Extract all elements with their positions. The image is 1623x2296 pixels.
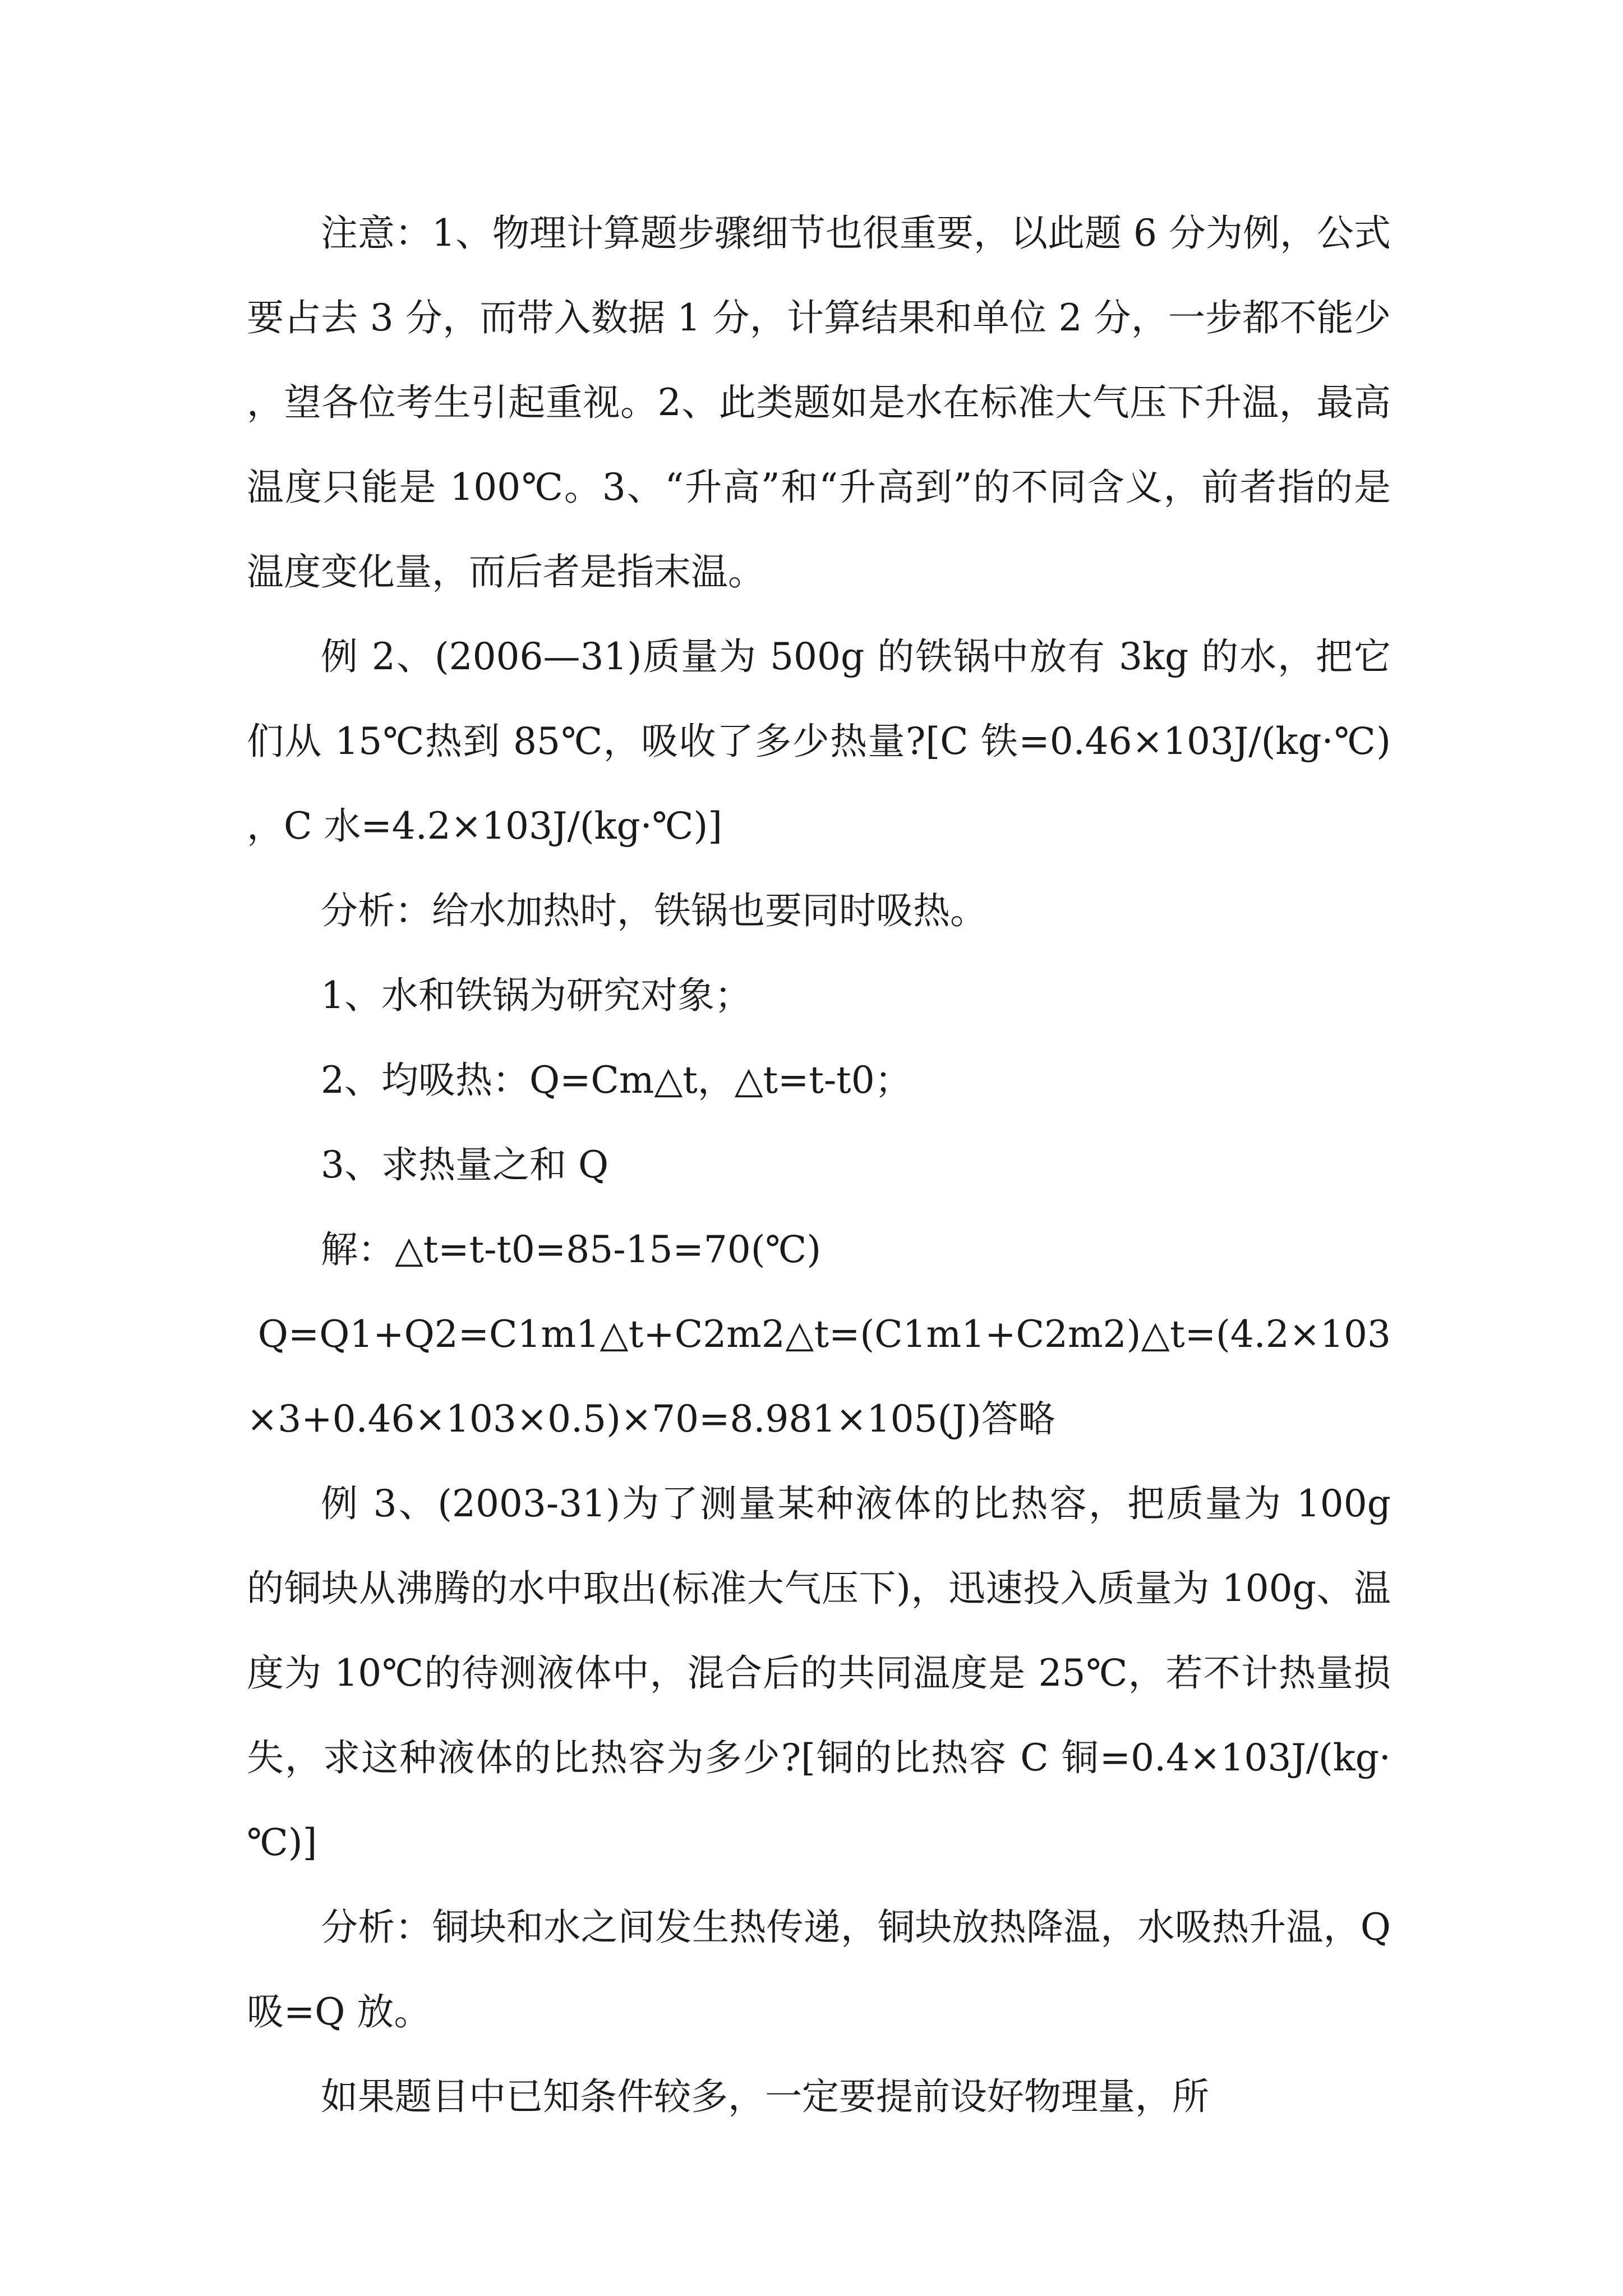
analysis-step-3: 3、求热量之和 Q (321, 1143, 609, 1186)
example-3-question: 例 3、(2003-31)为了测量某种液体的比热容，把质量为 100g 的铜块从沸腾的水中取出(标准大气压下)，迅速投入质量为 100g、温度为 10℃的待测液体中，混合后的共同温度是 25℃，若不计热量损失，求这种液体的比热容为多少?[铜的比热容 C 铜=0.4×103J/(kg·℃)] (247, 1482, 1391, 1864)
document-page (247, 191, 1391, 2139)
solution-formula: Q=Q1+Q2=C1m1△t+C2m2△t=(C1m1+C2m2)△t=(4.2×103×3+0.46×103×0.5)×70=8.981×105(J)答略 (247, 1313, 1391, 1441)
solution-line-1: 解：△t=t-t0=85-15=70(℃) (321, 1228, 822, 1271)
closing-paragraph: 如果题目中已知条件较多，一定要提前设好物理量，所 (321, 2075, 1209, 2118)
analysis-step-2: 2、均吸热：Q=Cm△t，△t=t-t0； (321, 1059, 912, 1102)
analysis-step-1: 1、水和铁锅为研究对象； (321, 974, 751, 1017)
example-2-analysis: 分析：给水加热时，铁锅也要同时吸热。 (321, 889, 987, 932)
example-3-analysis: 分析：铜块和水之间发生热传递，铜块放热降温，水吸热升温，Q 吸=Q 放。 (247, 1906, 1391, 2033)
example-2-question: 例 2、(2006—31)质量为 500g 的铁锅中放有 3kg 的水，把它们从 15℃热到 85℃，吸收了多少热量?[C 铁=0.46×103J/(kg·℃)，C 水=4.2×103J/(kg·℃)] (247, 635, 1391, 848)
note-paragraph: 注意：1、物理计算题步骤细节也很重要，以此题 6 分为例，公式要占去 3 分，而带入数据 1 分，计算结果和单位 2 分，一步都不能少，望各位考生引起重视。2、此类题如是水在标准大气压下升温，最高温度只能是 100℃。3、“升高”和“升高到”的不同含义，前者指的是温度变化量，而后者是指末温。 (247, 211, 1391, 593)
